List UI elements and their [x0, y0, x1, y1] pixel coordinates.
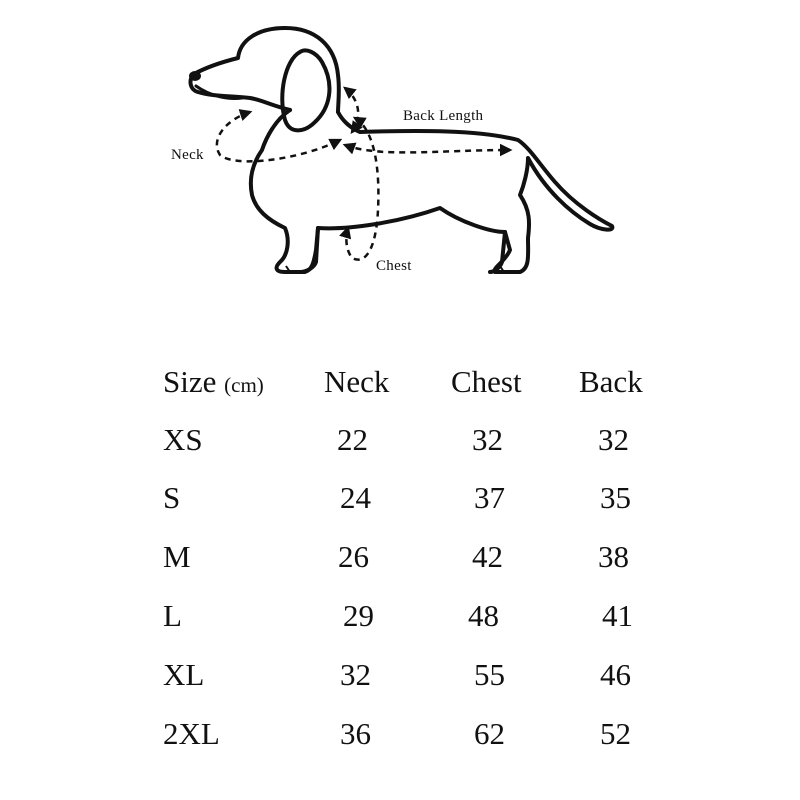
row-chest: 37 — [474, 480, 505, 515]
row-chest: 55 — [474, 657, 505, 692]
row-back: 35 — [600, 480, 631, 515]
row-back: 32 — [598, 422, 629, 457]
chest-annotation: Chest — [376, 258, 412, 274]
header-size — [163, 366, 264, 397]
row-back: 38 — [598, 539, 629, 574]
row-chest: 42 — [472, 539, 503, 574]
neck-annotation: Neck — [171, 147, 204, 163]
back-length-annotation: Back Length — [403, 108, 484, 124]
row-size: XL — [163, 657, 205, 692]
row-neck: 32 — [340, 657, 371, 692]
header-chest: Chest — [451, 364, 522, 399]
row-neck: 24 — [340, 480, 371, 515]
row-chest: 32 — [472, 422, 503, 457]
row-size: M — [163, 539, 191, 574]
row-neck: 22 — [337, 422, 368, 457]
row-back: 46 — [600, 657, 631, 692]
header-size-label: Size — [163, 364, 217, 399]
row-neck: 36 — [340, 716, 371, 751]
row-back: 41 — [602, 598, 633, 633]
row-size: S — [163, 480, 181, 515]
row-neck: 29 — [343, 598, 374, 633]
row-size: XS — [163, 422, 203, 457]
row-size: 2XL — [163, 716, 220, 751]
header-unit: (cm) — [224, 373, 264, 397]
row-chest: 48 — [468, 598, 499, 633]
row-size: L — [163, 598, 182, 633]
header-back: Back — [579, 364, 643, 399]
row-neck: 26 — [338, 539, 369, 574]
row-back: 52 — [600, 716, 631, 751]
header-neck: Neck — [324, 364, 390, 399]
row-chest: 62 — [474, 716, 505, 751]
